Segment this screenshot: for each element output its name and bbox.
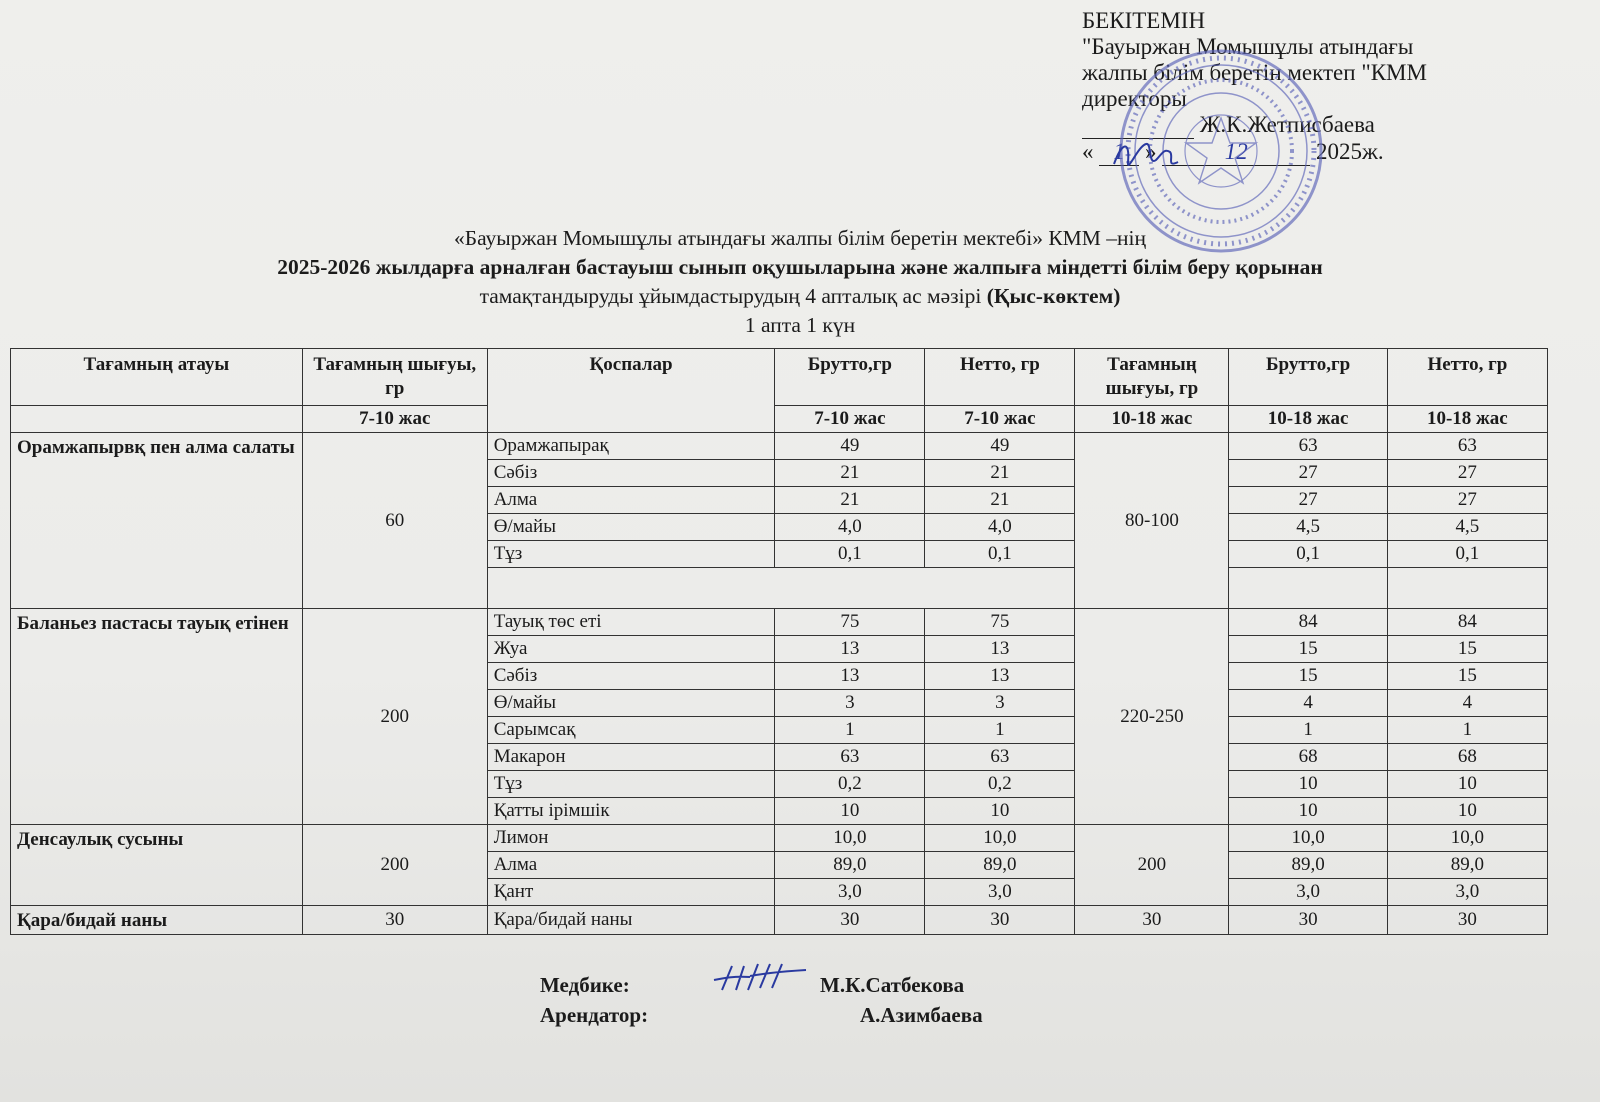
brutto-10-18: 68 <box>1229 744 1387 771</box>
filler-cell <box>1387 568 1547 609</box>
ingredient-name: Ө/майы <box>487 514 775 541</box>
title-line-1: «Бауыржан Момышұлы атындағы жалпы білім беретін мектебі» КММ –нің <box>454 226 1146 250</box>
dish-name: Орамжапырвқ пен алма салаты <box>11 433 303 609</box>
netto-7-10: 13 <box>925 636 1075 663</box>
ingredient-name: Сарымсақ <box>487 717 775 744</box>
brutto-7-10: 1 <box>775 717 925 744</box>
netto-10-18: 10,0 <box>1387 825 1547 852</box>
ingredient-name: Қара/бидай наны <box>487 906 775 935</box>
dish-yield-10-18: 80-100 <box>1075 433 1229 609</box>
brutto-10-18: 1 <box>1229 717 1387 744</box>
dish-yield-7-10: 200 <box>302 609 487 825</box>
age-brutto-7-10: 7-10 жас <box>775 406 925 433</box>
ingredient-name: Қант <box>487 879 775 906</box>
dish-yield-10-18: 200 <box>1075 825 1229 906</box>
netto-7-10: 1 <box>925 717 1075 744</box>
brutto-7-10: 13 <box>775 636 925 663</box>
header-ingredients: Қоспалар <box>487 349 775 433</box>
netto-10-18: 10 <box>1387 798 1547 825</box>
table-row <box>11 825 1548 852</box>
table-row <box>11 609 1548 636</box>
netto-7-10: 3,0 <box>925 879 1075 906</box>
brutto-7-10: 21 <box>775 460 925 487</box>
date-open-quote: « <box>1082 139 1094 164</box>
header-brutto-10-18: Брутто,гр <box>1229 349 1387 406</box>
netto-10-18: 27 <box>1387 487 1547 514</box>
ingredient-name: Тұз <box>487 541 775 568</box>
brutto-7-10: 89,0 <box>775 852 925 879</box>
approval-org-line-1: "Бауыржан Момышұлы атындағы <box>1082 34 1414 59</box>
netto-7-10: 75 <box>925 609 1075 636</box>
netto-7-10: 0,1 <box>925 541 1075 568</box>
ingredient-name: Сәбіз <box>487 663 775 690</box>
brutto-10-18: 10 <box>1229 771 1387 798</box>
netto-10-18: 4,5 <box>1387 514 1547 541</box>
approval-org-line-2: жалпы білім беретін мектеп "КММ <box>1082 60 1427 85</box>
season-label: (Қыс-көктем) <box>986 284 1121 308</box>
dish-name: Баланьез пастасы тауық етінен <box>11 609 303 825</box>
netto-7-10: 10 <box>925 798 1075 825</box>
brutto-7-10: 49 <box>775 433 925 460</box>
date-close-quote: » <box>1145 139 1157 164</box>
age-yield-10-18: 10-18 жас <box>1075 406 1229 433</box>
table-age-row <box>11 406 1548 433</box>
nurse-signature-icon <box>710 956 810 996</box>
netto-7-10: 10,0 <box>925 825 1075 852</box>
brutto-10-18: 30 <box>1229 906 1387 935</box>
ingredient-name: Орамжапырақ <box>487 433 775 460</box>
netto-10-18: 89,0 <box>1387 852 1547 879</box>
dish-name: Денсаулық сусыны <box>11 825 303 906</box>
brutto-10-18: 4,5 <box>1229 514 1387 541</box>
brutto-7-10: 3 <box>775 690 925 717</box>
brutto-7-10: 10,0 <box>775 825 925 852</box>
netto-7-10: 13 <box>925 663 1075 690</box>
ingredient-name: Сәбіз <box>487 460 775 487</box>
netto-7-10: 30 <box>925 906 1075 935</box>
netto-10-18: 4 <box>1387 690 1547 717</box>
brutto-7-10: 30 <box>775 906 925 935</box>
ingredient-name: Лимон <box>487 825 775 852</box>
netto-10-18: 30 <box>1387 906 1547 935</box>
ingredient-name: Алма <box>487 487 775 514</box>
brutto-10-18: 15 <box>1229 663 1387 690</box>
netto-7-10: 89,0 <box>925 852 1075 879</box>
brutto-10-18: 4 <box>1229 690 1387 717</box>
age-yield-7-10: 7-10 жас <box>302 406 487 433</box>
director-signature-icon <box>1108 134 1188 180</box>
dish-yield-7-10: 200 <box>302 825 487 906</box>
ingredient-name: Қатты ірімшік <box>487 798 775 825</box>
netto-10-18: 63 <box>1387 433 1547 460</box>
header-dish: Тағамның атауы <box>11 349 303 406</box>
approval-org-line-3: директоры <box>1082 86 1187 111</box>
netto-7-10: 0,2 <box>925 771 1075 798</box>
brutto-10-18: 27 <box>1229 487 1387 514</box>
brutto-10-18: 0,1 <box>1229 541 1387 568</box>
brutto-7-10: 13 <box>775 663 925 690</box>
date-year: 2025ж. <box>1316 139 1384 164</box>
netto-7-10: 49 <box>925 433 1075 460</box>
week-day-label: 1 апта 1 күн <box>744 313 856 337</box>
header-yield-7-10: Тағамның шығуы, гр <box>302 349 487 406</box>
filler-cell <box>487 568 1075 609</box>
tenant-label: Арендатор: <box>540 1003 649 1027</box>
netto-10-18: 1 <box>1387 717 1547 744</box>
title-line-3 <box>0 282 1600 311</box>
netto-10-18: 27 <box>1387 460 1547 487</box>
brutto-10-18: 84 <box>1229 609 1387 636</box>
dish-yield-7-10: 60 <box>302 433 487 609</box>
brutto-10-18: 89,0 <box>1229 852 1387 879</box>
date-day: 1 <box>1099 139 1139 166</box>
ingredient-name: Ө/майы <box>487 690 775 717</box>
brutto-10-18: 27 <box>1229 460 1387 487</box>
director-name: Ж.К.Жетписбаева <box>1199 112 1375 137</box>
header-netto-10-18: Нетто, гр <box>1387 349 1547 406</box>
netto-7-10: 4,0 <box>925 514 1075 541</box>
brutto-7-10: 3,0 <box>775 879 925 906</box>
age-netto-7-10: 7-10 жас <box>925 406 1075 433</box>
age-blank <box>11 406 303 433</box>
brutto-7-10: 63 <box>775 744 925 771</box>
tenant-name: А.Азимбаева <box>860 1003 983 1027</box>
date-month: 12 <box>1162 139 1310 166</box>
table-row <box>11 906 1548 935</box>
netto-10-18: 15 <box>1387 636 1547 663</box>
ingredient-name: Алма <box>487 852 775 879</box>
nurse-name: М.К.Сатбекова <box>820 973 965 997</box>
document-title <box>0 224 1600 340</box>
header-netto-7-10: Нетто, гр <box>925 349 1075 406</box>
netto-7-10: 3 <box>925 690 1075 717</box>
approval-heading: БЕКІТЕМІН <box>1082 8 1206 33</box>
age-brutto-10-18: 10-18 жас <box>1229 406 1387 433</box>
brutto-10-18: 3,0 <box>1229 879 1387 906</box>
dish-yield-10-18: 30 <box>1075 906 1229 935</box>
netto-10-18: 3,0 <box>1387 879 1547 906</box>
netto-10-18: 0,1 <box>1387 541 1547 568</box>
ingredient-name: Тауық төс еті <box>487 609 775 636</box>
title-line-3-text: тамақтандыруды ұйымдастырудың 4 апталық ас мәзірі <box>479 284 987 308</box>
brutto-7-10: 75 <box>775 609 925 636</box>
title-line-2: 2025-2026 жылдарға арналған бастауыш сынып оқушыларына және жалпыға міндетті білім беру қорынан <box>277 255 1323 279</box>
header-yield-10-18: Тағамның шығуы, гр <box>1075 349 1229 406</box>
brutto-7-10: 10 <box>775 798 925 825</box>
netto-10-18: 68 <box>1387 744 1547 771</box>
netto-7-10: 63 <box>925 744 1075 771</box>
brutto-7-10: 0,2 <box>775 771 925 798</box>
dish-name: Қара/бидай наны <box>11 906 303 935</box>
netto-10-18: 84 <box>1387 609 1547 636</box>
ingredient-name: Тұз <box>487 771 775 798</box>
netto-10-18: 10 <box>1387 771 1547 798</box>
ingredient-name: Жуа <box>487 636 775 663</box>
menu-table <box>10 348 1548 935</box>
brutto-7-10: 21 <box>775 487 925 514</box>
dish-yield-10-18: 220-250 <box>1075 609 1229 825</box>
netto-7-10: 21 <box>925 460 1075 487</box>
table-header-row <box>11 349 1548 406</box>
header-brutto-7-10: Брутто,гр <box>775 349 925 406</box>
brutto-7-10: 4,0 <box>775 514 925 541</box>
age-netto-10-18: 10-18 жас <box>1387 406 1547 433</box>
table-row <box>11 433 1548 460</box>
netto-10-18: 15 <box>1387 663 1547 690</box>
nurse-label: Медбике: <box>540 973 630 997</box>
brutto-10-18: 10 <box>1229 798 1387 825</box>
brutto-10-18: 15 <box>1229 636 1387 663</box>
ingredient-name: Макарон <box>487 744 775 771</box>
brutto-10-18: 10,0 <box>1229 825 1387 852</box>
netto-7-10: 21 <box>925 487 1075 514</box>
dish-yield-7-10: 30 <box>302 906 487 935</box>
brutto-10-18: 63 <box>1229 433 1387 460</box>
brutto-7-10: 0,1 <box>775 541 925 568</box>
filler-cell <box>1229 568 1387 609</box>
